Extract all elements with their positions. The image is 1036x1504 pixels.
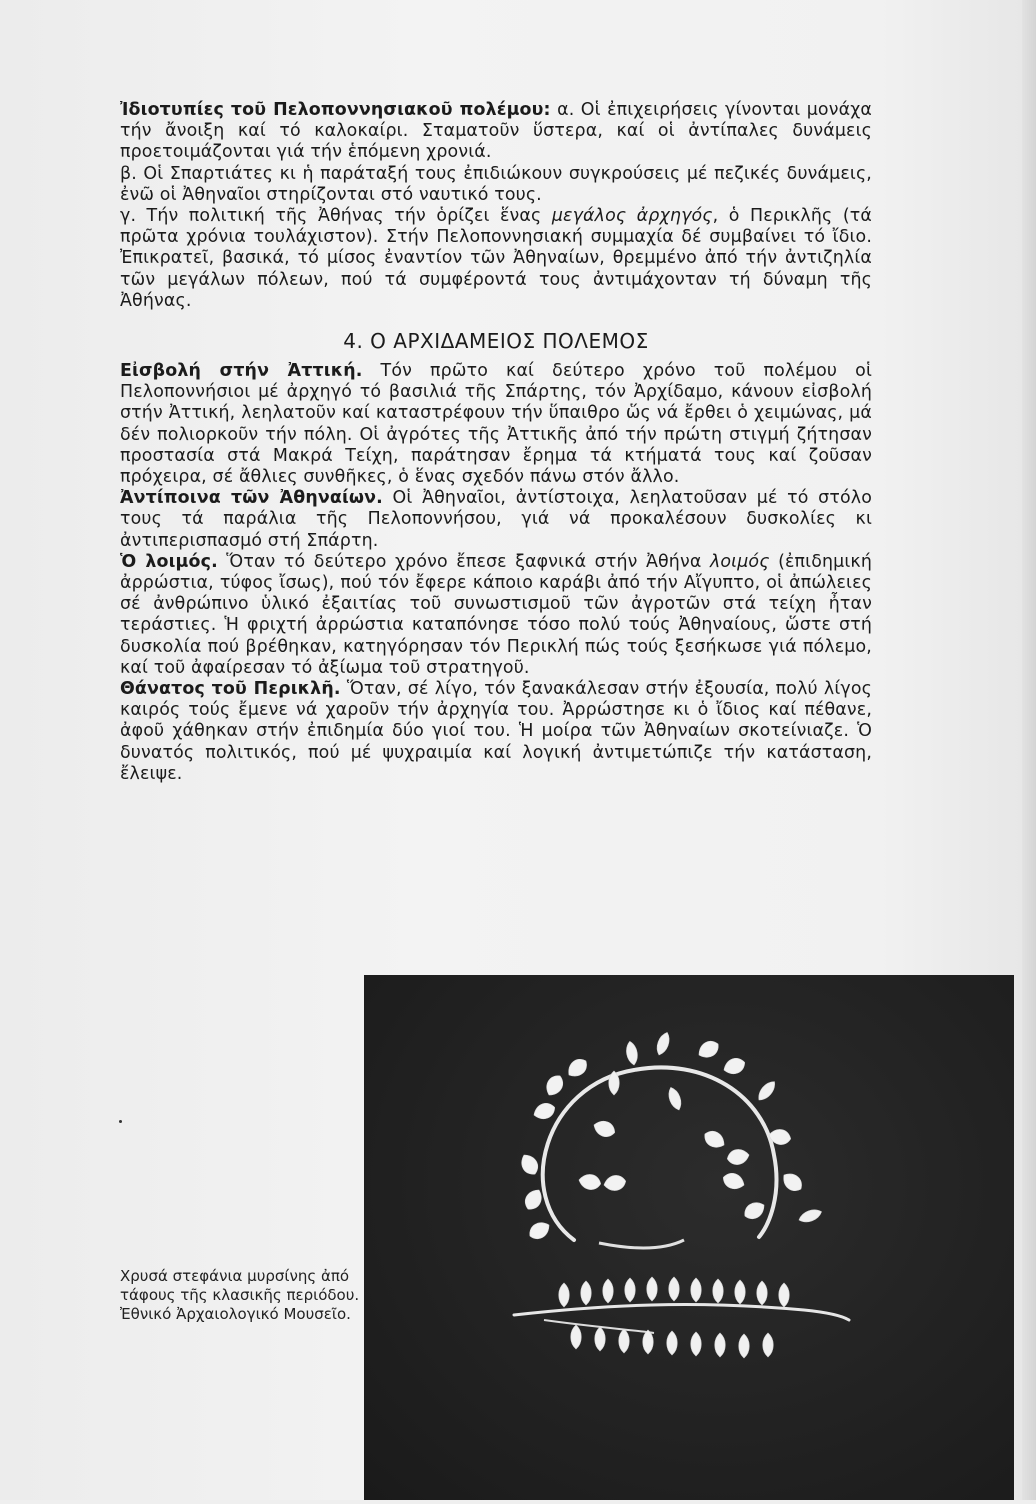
italic-term: μεγάλος ἀρχηγός xyxy=(551,206,713,227)
heading-reprisals: Ἀντίποινα τῶν Ἀθηναίων. xyxy=(120,488,383,509)
page-edge xyxy=(1022,0,1036,1500)
print-dot xyxy=(119,1120,122,1123)
paragraph-text: Τόν πρῶτο καί δεύτερο χρόνο τοῦ πολέμου οἱ Πελοποννήσιοι μέ ἀρχηγό τό βασιλιά τῆς Σπάρτης, τόν Ἀρχίδαμο, κάνουν εἰσβολή στήν Ἀττική, λεηλατοῦν καί καταστρέφουν τήν ὕπαιθρο ὥς νά ἔρθει ὁ χειμώνας, μά δέν πολιορκοῦν τήν πόλη. Οἱ ἀγρότες τῆς Ἀττικῆς ἀπό τήν πρώτη στιγμή ζήτησαν προστασία στά Μακρά Τείχη, παράτησαν ἔρημα τά κτήματά τους καί ζοῦσαν πρόχειρα, σέ ἄθλιες συνθῆκες, ὁ ἕνας σχεδόν πάνω στόν ἄλλο. xyxy=(120,361,872,488)
paragraph-text: Οἱ Ἀθηναῖοι, ἀντίστοιχα, λεηλατοῦσαν μέ τό στόλο τους τά παράλια τῆς Πελοποννήσου, γιά νά προκαλέσουν δυσκολίες κι ἀντιπερισπασμό στή Σπάρτη. xyxy=(120,488,872,551)
italic-term: λοιμός xyxy=(709,551,770,572)
paragraph-gamma xyxy=(120,206,872,312)
paragraph-peculiarities xyxy=(120,100,872,164)
paragraph-reprisals xyxy=(120,488,872,552)
heading-invasion: Εἰσβολή στήν Ἀττική. xyxy=(120,361,363,382)
paragraph-text: Ὅταν τό δεύτερο χρόνο ἔπεσε ξαφνικά στήν Ἀθήνα xyxy=(217,551,710,572)
paragraph-text: Ὅταν, σέ λίγο, τόν ξανακάλεσαν στήν ἐξουσία, πολύ λίγος καιρός τούς ἔμενε νά χαροῦν τήν ἀρχηγία του. Ἀρρώστησε κι ὁ ἴδιος καί πέθανε, ἀφοῦ χάθηκαν στήν ἐπιδημία δύο γιοί του. Ἡ μοίρα τῶν Ἀθηναίων σκοτείνιαζε. Ὁ δυνατός πολιτικός, πού μέ ψυχραιμία καί λογική ἀντιμετώπιζε τήν κατάσταση, ἔλειψε. xyxy=(120,679,872,784)
paragraph-text: β. Οἱ Σπαρτιάτες κι ἡ παράταξή τους ἐπιδιώκουν συγκρούσεις μέ πεζικές δυνάμεις, ἐνῶ οἱ Ἀθηναῖοι στηρίζονται στό ναυτικό τους. xyxy=(120,163,872,205)
paragraph-text: α. Οἱ ἐπιχειρήσεις γίνονται μονάχα τήν ἄνοιξη καί τό καλοκαίρι. Σταματοῦν ὕστερα, καί οἱ ἀντίπαλες δυνάμεις προετοιμάζονται γιά τήν ἑπόμενη χρονιά. xyxy=(120,100,872,163)
paragraph-text: γ. Τήν πολιτική τῆς Ἀθήνας τήν ὁρίζει ἕνας xyxy=(120,206,552,227)
paragraph-text: , ὁ Περικλῆς (τά πρῶτα χρόνια τουλάχιστον). Στήν Πελοποννησιακή συμμαχία δέ συμβαίνει τό ἴδιο. Ἐπικρατεῖ, βασικά, τό μίσος ἐναντίον τῶν Ἀθηναίων, θρεμμένο ἀπό τήν ἀντιζηλία τῶν μεγάλων πόλεων, πού τά συμφέροντά τους ἀντιμάχονταν τή δύναμη τῆς Ἀθήνας. xyxy=(120,206,872,311)
main-text xyxy=(120,100,872,785)
wreath-upper xyxy=(518,1031,824,1248)
section-title: 4. Ο ΑΡΧΙΔΑΜΕΙΟΣ ΠΟΛΕΜΟΣ xyxy=(343,329,649,354)
heading-plague: Ὁ λοιμός. xyxy=(120,551,218,572)
paragraph-text: (ἐπιδημική ἀρρώστια, τύφος ἴσως), πού τόν ἔφερε κάποιο καράβι ἀπό τήν Αἴγυπτο, οἱ ἀπώλειες σέ ἀνθρώπινο ὑλικό ἐξαιτίας τοῦ συνωστισμοῦ τῶν ἀγροτῶν στά τείχη ἦταν τεράστιες. Ἡ φριχτή ἀρρώστια καταπόνησε τόσο πολύ τούς Ἀθηναίους, ὥστε στή δυσκολία πού βρέθηκαν, κατηγόρησαν τόν Περικλή πώς τούς ξεσήκωσε γιά πόλεμο, καί τοῦ ἀφαίρεσαν τό ἀξίωμα τοῦ στρατηγοῦ. xyxy=(120,551,872,678)
paragraph-invasion xyxy=(120,361,872,488)
paragraph-plague xyxy=(120,552,872,679)
wreath-lower-branch xyxy=(514,1277,849,1358)
wreath-illustration xyxy=(364,975,1014,1500)
paragraph-beta xyxy=(120,164,872,206)
heading-death-pericles: Θάνατος τοῦ Περικλῆ. xyxy=(120,679,341,700)
figure-caption: Χρυσά στεφάνια μυρσίνης ἀπό τάφους τῆς κλασικῆς περιόδου. Ἐθνικό Ἀρχαιολογικό Μουσεῖο. xyxy=(120,1267,360,1323)
photo-gold-wreaths xyxy=(364,975,1014,1500)
heading-peculiarities: Ἰδιοτυπίες τοῦ Πελοποννησιακοῦ πολέμου: xyxy=(120,100,551,120)
paragraph-death-pericles xyxy=(120,679,872,785)
